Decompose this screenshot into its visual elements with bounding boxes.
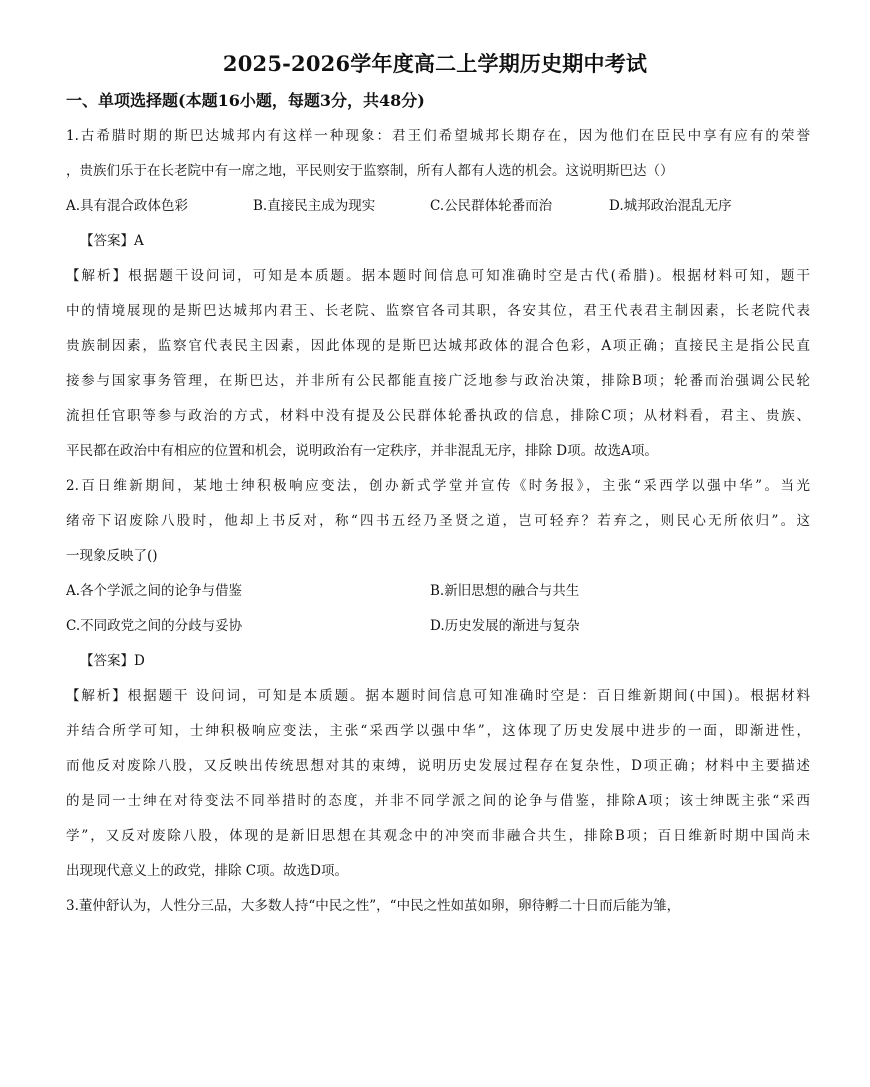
question-1-analysis-line: 中的情境展现的是斯巴达城邦内君王、长老院、监察官各司其职，各安其位，君王代表君主制因素，长老院代表 — [66, 303, 810, 319]
question-2-option-c: C.不同政党之间的分歧与妥协 — [66, 618, 243, 634]
question-2-stem-line: 2.百日维新期间，某地士绅积极响应变法，创办新式学堂并宣传《时务报》，主张“采西学以强中华”。当光 — [66, 478, 810, 494]
question-1-option-b: B.直接民主成为现实 — [253, 198, 376, 214]
question-2-analysis-line: 的是同一士绅在对待变法不同举措时的态度，并非不同学派之间的论争与借鉴，排除A项；该士绅既主张“采西 — [66, 793, 810, 809]
question-2-analysis-line: 【解析】根据题干 设问词，可知是本质题。据本题时间信息可知准确时空是：百日维新期间(中国)。根据材料 — [66, 688, 810, 704]
question-2-option-d: D.历史发展的渐进与复杂 — [430, 618, 580, 634]
question-2-stem-line: 一现象反映了() — [66, 548, 158, 564]
section-heading: 一、单项选择题(本题16小题，每题3分，共48分) — [66, 91, 425, 110]
question-2-analysis-line: 出现现代意义上的政党，排除 C项。故选D项。 — [66, 863, 348, 879]
question-1-option-c: C.公民群体轮番而治 — [430, 198, 553, 214]
question-1-answer: 【答案】A — [80, 233, 144, 249]
question-1-option-d: D.城邦政治混乱无序 — [609, 198, 732, 214]
question-2-answer: 【答案】D — [80, 653, 145, 669]
question-2-analysis-line: 并结合所学可知，士绅积极响应变法，主张“采西学以强中华”，这体现了历史发展中进步的一面，即渐进性， — [66, 723, 810, 739]
question-2-option-b: B.新旧思想的融合与共生 — [430, 583, 580, 599]
question-1-option-a: A.具有混合政体色彩 — [66, 198, 189, 214]
question-2-option-a: A.各个学派之间的论争与借鉴 — [66, 583, 243, 599]
question-3-stem-line: 3.董仲舒认为，人性分三品，大多数人持“中民之性”，“中民之性如茧如卵，卵待孵二十日而后能为雏， — [66, 898, 681, 914]
question-2-analysis-line: 而他反对废除八股，又反映出传统思想对其的束缚，说明历史发展过程存在复杂性，D项正确；材料中主要描述 — [66, 758, 810, 774]
question-1-stem-line: 1.古希腊时期的斯巴达城邦内有这样一种现象：君王们希望城邦长期存在，因为他们在臣民中享有应有的荣誉 — [66, 128, 810, 144]
question-2-analysis-line: 学”，又反对废除八股，体现的是新旧思想在其观念中的冲突而非融合共生，排除B项；百日维新时期中国尚未 — [66, 828, 810, 844]
question-1-analysis-line: 流担任官职等参与政治的方式，材料中没有提及公民群体轮番执政的信息，排除C项；从材料看，君主、贵族、 — [66, 408, 810, 424]
question-1-analysis-line: 贵族制因素，监察官代表民主因素，因此体现的是斯巴达城邦政体的混合色彩，A项正确；直接民主是指公民直 — [66, 338, 810, 354]
question-1-analysis-line: 平民都在政治中有相应的位置和机会，说明政治有一定秩序，并非混乱无序，排除 D项。故选A项。 — [66, 443, 658, 459]
question-1-analysis-line: 接参与国家事务管理，在斯巴达，并非所有公民都能直接广泛地参与政治决策，排除B项；轮番而治强调公民轮 — [66, 373, 810, 389]
page-title: 2025-2026学年度高二上学期历史期中考试 — [222, 51, 648, 76]
question-2-stem-line: 绪帝下诏废除八股时，他却上书反对，称“四书五经乃圣贤之道，岂可轻弃？若弃之，则民心无所依归”。这 — [66, 513, 810, 529]
question-1-analysis-line: 【解析】根据题干设问词，可知是本质题。据本题时间信息可知准确时空是古代(希腊)。根据材料可知，题干 — [66, 268, 810, 284]
question-1-stem-line: ，贵族们乐于在长老院中有一席之地，平民则安于监察制，所有人都有人选的机会。这说明斯巴达（） — [66, 163, 674, 179]
